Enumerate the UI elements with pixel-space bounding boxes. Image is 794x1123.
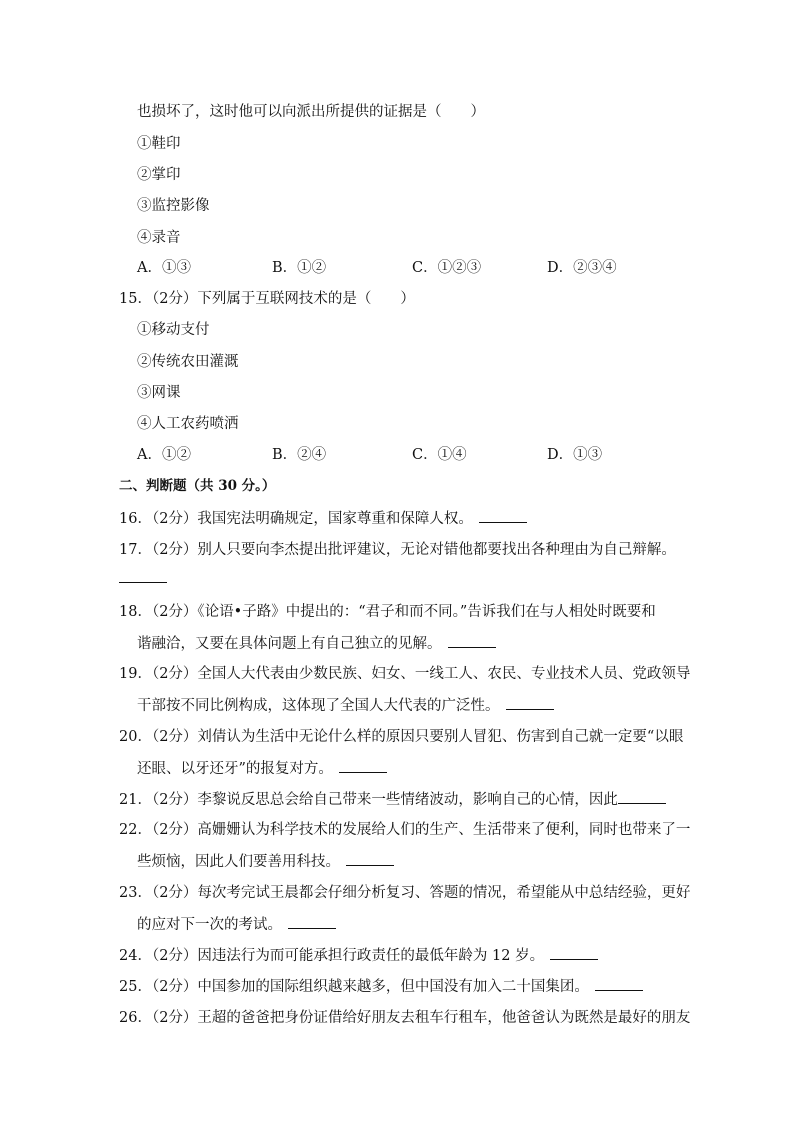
q24-text	[119, 945, 598, 966]
q22-line-2: 些烦恼，因此人们要善用科技。	[137, 854, 340, 870]
q24-answer-blank[interactable]	[550, 945, 598, 960]
q15-stem: 15．（2分）下列属于互联网技术的是（ ）	[119, 291, 415, 307]
q15-item-4: ④人工农药喷洒	[137, 416, 239, 432]
q16-answer-blank[interactable]	[479, 508, 527, 523]
q20-line-2: 还眼、以牙还牙”的报复对方。	[137, 761, 333, 777]
q19-answer-blank[interactable]	[506, 695, 554, 710]
q22-text-2	[137, 851, 394, 872]
q21-line-1: 21．（2分）李黎说反思总会给自己带来一些情绪波动，影响自己的心情，因此	[119, 792, 618, 808]
q14-item-3: ③监控影像	[137, 198, 210, 214]
q14-option-b[interactable]: B．①②	[272, 260, 327, 276]
q14-option-d[interactable]: D．②③④	[547, 260, 617, 276]
q22-line-1: 22．（2分）高姗姗认为科学技术的发展给人们的生产、生活带来了便利，同时也带来了一	[119, 822, 691, 838]
q15-item-2: ②传统农田灌溉	[137, 354, 239, 370]
q15-option-d[interactable]: D．①③	[547, 447, 603, 463]
q16-line-1: 16．（2分）我国宪法明确规定，国家尊重和保障人权。	[119, 511, 473, 527]
q14-item-2: ②掌印	[137, 167, 181, 183]
q25-answer-blank[interactable]	[595, 976, 643, 991]
q17-line-1: 17．（2分）别人只要向李杰提出批评建议，无论对错他都要找出各种理由为自己辩解。	[119, 542, 676, 558]
q20-answer-blank[interactable]	[339, 758, 387, 773]
q19-line-1: 19．（2分）全国人大代表由少数民族、妇女、一线工人、农民、专业技术人员、党政领导	[119, 666, 691, 682]
q15-item-3: ③网课	[137, 385, 181, 401]
q14-item-1: ①鞋印	[137, 136, 181, 152]
q26-line-1: 26．（2分）王超的爸爸把身份证借给好朋友去租车行租车，他爸爸认为既然是最好的朋友	[119, 1010, 691, 1026]
q21-text	[119, 789, 666, 810]
q23-line-1: 23．（2分）每次考完试王晨都会仔细分析复习、答题的情况，希望能从中总结经验，更好	[119, 885, 691, 901]
q14-stem-continuation: 也损坏了，这时他可以向派出所提供的证据是（ ）	[137, 104, 485, 120]
q14-item-4: ④录音	[137, 230, 181, 246]
q23-answer-blank[interactable]	[288, 914, 336, 929]
q18-line-1: 18．（2分）《论语•子路》中提出的：“君子和而不同。”告诉我们在与人相处时既要和	[119, 604, 656, 620]
q15-option-b[interactable]: B．②④	[272, 447, 327, 463]
section-heading-judgement: 二、判断题（共 30 分。）	[119, 478, 276, 494]
q24-line-1: 24．（2分）因违法行为而可能承担行政责任的最低年龄为 12 岁。	[119, 948, 545, 964]
q15-option-c[interactable]: C．①④	[412, 447, 467, 463]
q20-line-1: 20．（2分）刘倩认为生活中无论什么样的原因只要别人冒犯、伤害到自己就一定要“以眼	[119, 729, 684, 745]
q18-text-2	[137, 633, 496, 654]
q19-text-2	[137, 695, 554, 716]
q15-item-1: ①移动支付	[137, 322, 210, 338]
q16-text	[119, 508, 527, 529]
q17-text-2	[119, 568, 167, 589]
q23-line-2: 的应对下一次的考试。	[137, 917, 282, 933]
q20-text-2	[137, 758, 387, 779]
q14-option-c[interactable]: C．①②③	[412, 260, 482, 276]
q17-answer-blank[interactable]	[119, 568, 167, 583]
q19-line-2: 干部按不同比例构成，这体现了全国人大代表的广泛性。	[137, 698, 500, 714]
q25-text	[119, 976, 643, 997]
q21-answer-blank[interactable]	[618, 789, 666, 804]
q18-answer-blank[interactable]	[448, 633, 496, 648]
q18-line-2: 谐融洽，又要在具体问题上有自己独立的见解。	[137, 636, 442, 652]
q15-option-a[interactable]: A．①②	[137, 447, 191, 463]
q22-answer-blank[interactable]	[346, 851, 394, 866]
q14-option-a[interactable]: A．①③	[137, 260, 191, 276]
q25-line-1: 25．（2分）中国参加的国际组织越来越多，但中国没有加入二十国集团。	[119, 979, 589, 995]
q23-text-2	[137, 914, 336, 935]
